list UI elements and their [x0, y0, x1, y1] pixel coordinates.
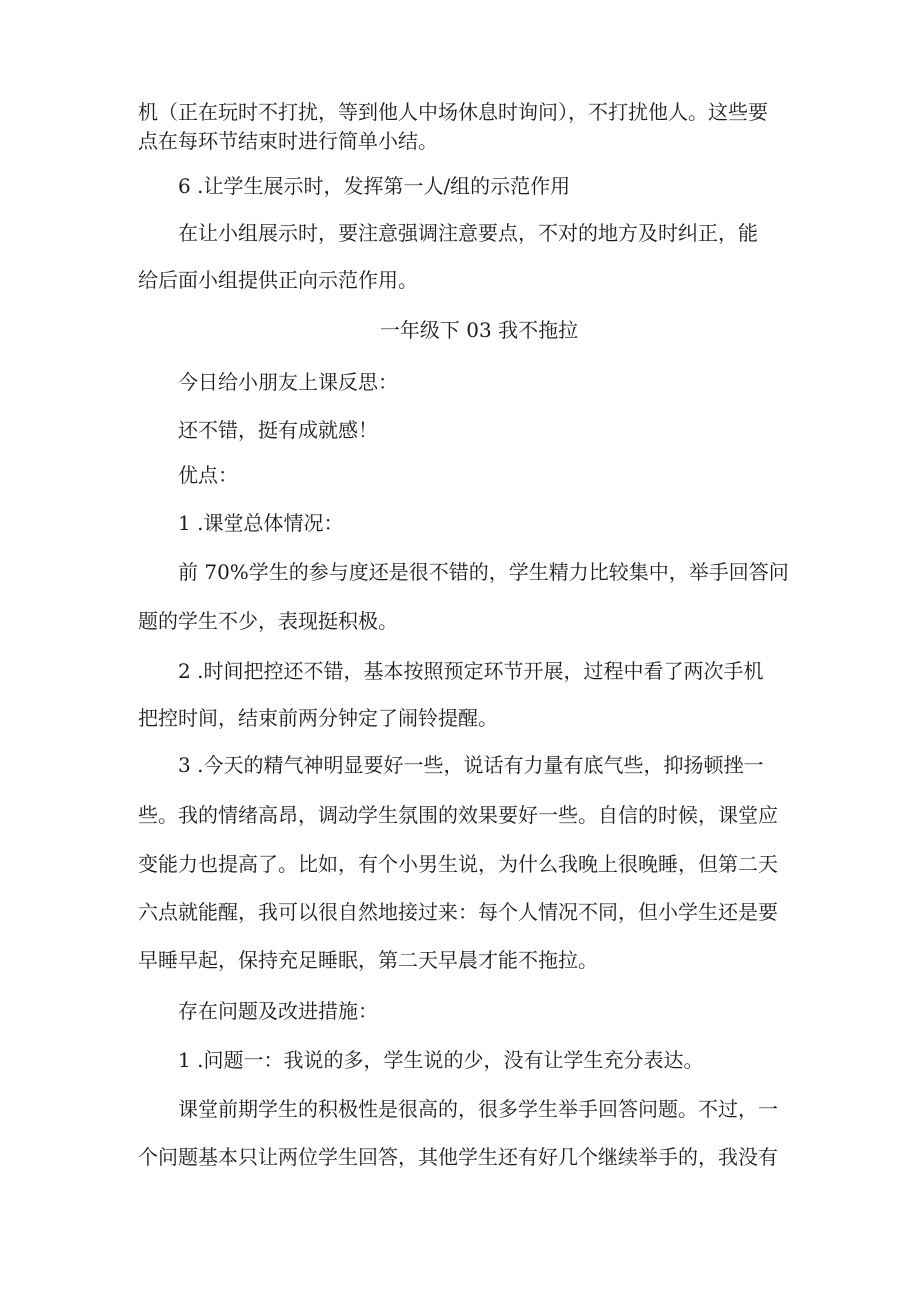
paragraph-line: 2 .时间把控还不错，基本按照预定环节开展，过程中看了两次手机 [178, 659, 764, 683]
paragraph-line: 早睡早起，保持充足睡眠，第二天早晨才能不拖拉。 [138, 948, 598, 972]
paragraph-line: 点在每环节结束时进行简单小结。 [138, 129, 438, 153]
paragraph-line: 题的学生不少，表现挺积极。 [138, 609, 398, 633]
subheading: 存在问题及改进措施： [178, 999, 378, 1023]
paragraph-line: 六点就能醒，我可以很自然地接过来：每个人情况不同，但小学生还是要 [138, 900, 778, 924]
paragraph-line: 前 70%学生的参与度还是很不错的，学生精力比较集中，举手回答问 [178, 560, 789, 584]
paragraph-line: 些。我的情绪高昂，调动学生氛围的效果要好一些。自信的时候，课堂应 [138, 803, 778, 827]
list-item-heading: 6 .让学生展示时，发挥第一人/组的示范作用 [178, 174, 571, 198]
paragraph-line: 课堂前期学生的积极性是很高的，很多学生举手回答问题。不过，一 [178, 1097, 778, 1121]
list-item-heading: 1 .问题一：我说的多，学生说的少，没有让学生充分表达。 [178, 1048, 704, 1072]
section-title: 一年级下 03 我不拖拉 [379, 318, 579, 342]
paragraph-line: 机（正在玩时不打扰，等到他人中场休息时询问），不打扰他人。这些要 [138, 100, 768, 124]
list-item-heading: 1 .课堂总体情况： [178, 511, 344, 535]
paragraph-line: 把控时间，结束前两分钟定了闹铃提醒。 [138, 706, 498, 730]
paragraph-line: 给后面小组提供正向示范作用。 [138, 268, 418, 292]
paragraph-line: 还不错，挺有成就感！ [178, 418, 378, 442]
subheading: 优点： [178, 463, 238, 487]
paragraph-line: 变能力也提高了。比如，有个小男生说，为什么我晚上很晚睡，但第二天 [138, 852, 778, 876]
paragraph-line: 在让小组展示时，要注意强调注意要点，不对的地方及时纠正，能 [178, 221, 758, 245]
paragraph-line: 3 .今天的精气神明显要好一些，说话有力量有底气些，抑扬顿挫一 [178, 753, 764, 777]
paragraph-line: 个问题基本只让两位学生回答，其他学生还有好几个继续举手的，我没有 [138, 1145, 778, 1169]
paragraph-line: 今日给小朋友上课反思： [178, 370, 398, 394]
